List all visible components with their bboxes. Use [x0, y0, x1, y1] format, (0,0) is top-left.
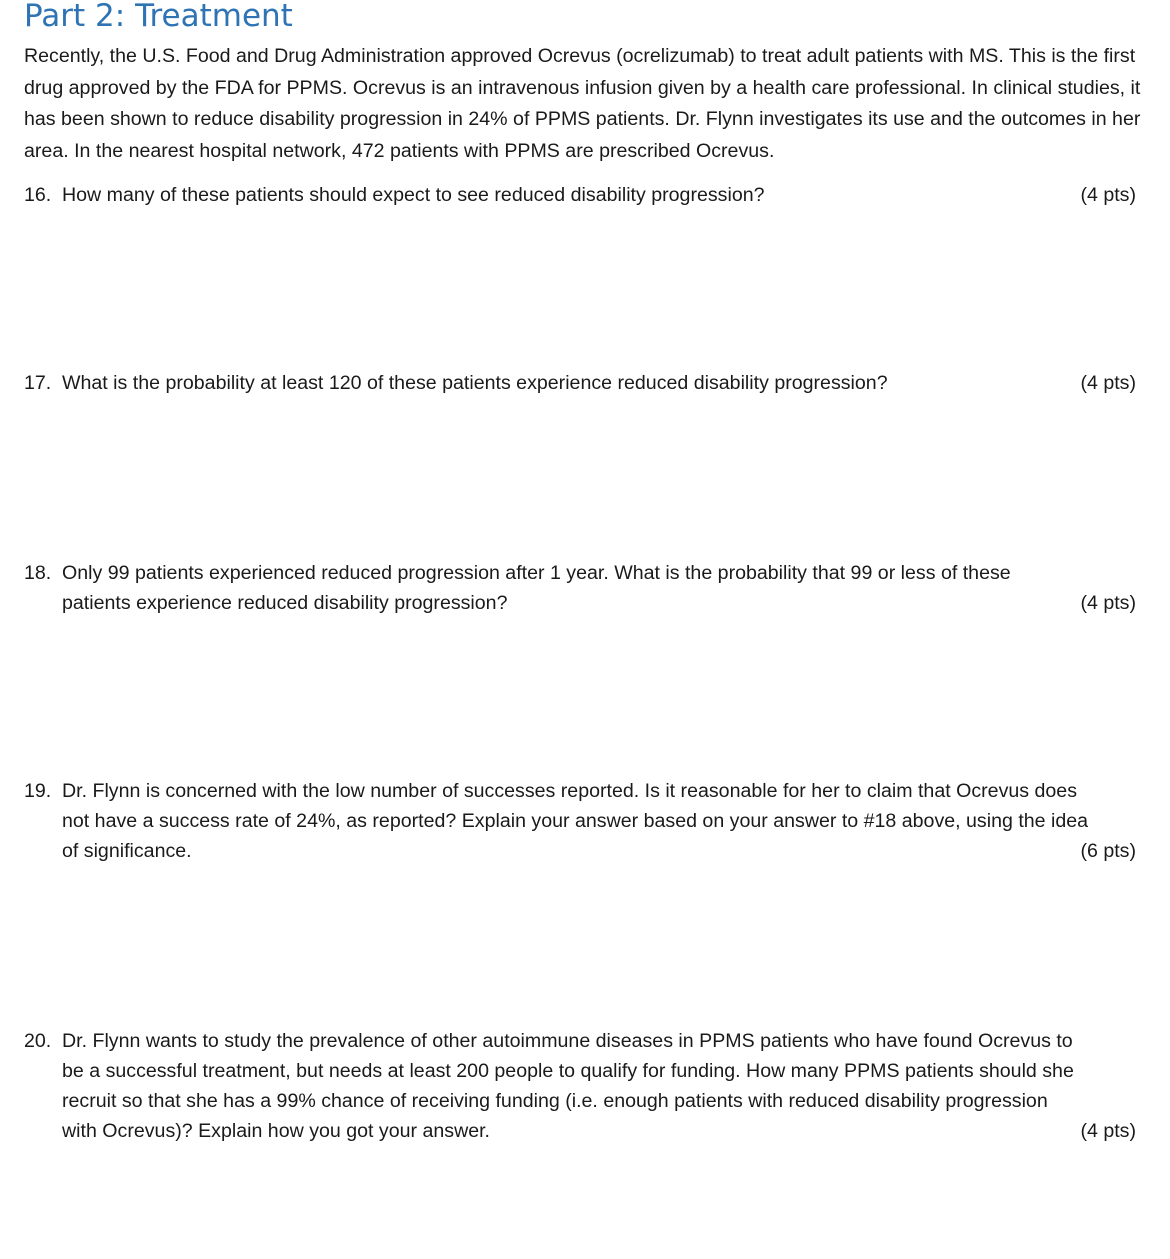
- question-number: 19.: [24, 780, 52, 802]
- question-text-line: recruit so that she has a 99% chance of receiving funding (i.e. enough patients with reduced disability progression: [62, 1090, 1048, 1112]
- question-number: 20.: [24, 1030, 52, 1052]
- question-text-line: What is the probability at least 120 of these patients experience reduced disability progression?: [62, 372, 888, 394]
- question-text-line: How many of these patients should expect to see reduced disability progression?: [62, 184, 765, 206]
- question-points: (4 pts): [1080, 372, 1136, 394]
- section-heading: Part 2: Treatment: [24, 0, 293, 34]
- question-19: [24, 776, 1148, 866]
- question-points: (6 pts): [1080, 840, 1136, 862]
- question-16: [24, 180, 1148, 210]
- question-18: [24, 558, 1148, 618]
- question-points: (4 pts): [1080, 184, 1136, 206]
- question-number: 17.: [24, 372, 52, 394]
- question-text-line: patients experience reduced disability progression?: [62, 592, 508, 614]
- question-points: (4 pts): [1080, 592, 1136, 614]
- question-20: [24, 1026, 1148, 1146]
- question-number: 18.: [24, 562, 52, 584]
- question-number: 16.: [24, 184, 52, 206]
- question-text-line: Dr. Flynn is concerned with the low number of successes reported. Is it reasonable for her to claim that Ocrevus does: [62, 780, 1077, 802]
- intro-paragraph: Recently, the U.S. Food and Drug Administration approved Ocrevus (ocrelizumab) to treat adult patients with MS. This is the first drug approved by the FDA for PPMS. Ocrevus is an intravenous infusion given by a health care professional. In clinical studies, it has been shown to reduce disability progression in 24% of PPMS patients. Dr. Flynn investigates its use and the outcomes in her area. In the nearest hospital network, 472 patients with PPMS are prescribed Ocrevus.: [24, 45, 1141, 162]
- question-points: (4 pts): [1080, 1120, 1136, 1142]
- question-text-line: of significance.: [62, 840, 192, 862]
- question-17: [24, 368, 1148, 398]
- question-text-line: be a successful treatment, but needs at least 200 people to qualify for funding. How many PPMS patients should she: [62, 1060, 1074, 1082]
- question-text-line: with Ocrevus)? Explain how you got your answer.: [62, 1120, 491, 1142]
- question-text-line: not have a success rate of 24%, as reported? Explain your answer based on your answer to #18 above, using the idea: [62, 810, 1089, 832]
- question-text-line: Only 99 patients experienced reduced progression after 1 year. What is the probability that 99 or less of these: [62, 562, 1011, 584]
- question-text-line: Dr. Flynn wants to study the prevalence of other autoimmune diseases in PPMS patients who have found Ocrevus to: [62, 1030, 1073, 1052]
